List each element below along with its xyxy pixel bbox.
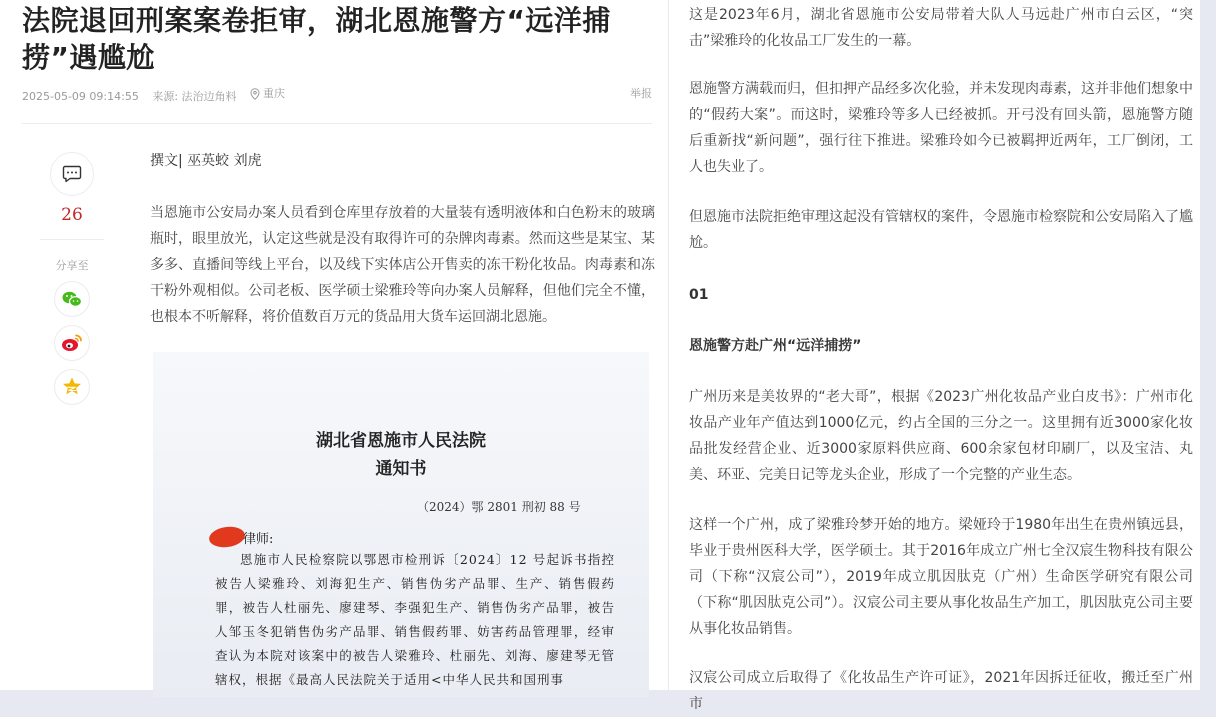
article-title: 法院退回刑案案卷拒审，湖北恩施警方“远洋捕捞”遇尴尬 xyxy=(22,4,611,74)
section-heading: 恩施警方赴广州“远洋捕捞” xyxy=(689,338,862,354)
publish-date: 2025-05-09 09:14:55 xyxy=(22,90,139,103)
article-right-panel xyxy=(669,0,1200,712)
redaction-mark xyxy=(208,525,246,550)
article-meta xyxy=(22,87,652,101)
wechat-icon[interactable] xyxy=(54,281,90,317)
location xyxy=(250,87,295,101)
right-paragraph: 恩施警方满载而归，但扣押产品经多次化验，并未发现肉毒素，这并非他们想象中的“假药大案”。而这时，梁雅玲等多人已经被抓。开弓没有回头箭，恩施警方随后重新找“新问题”，强行往下推进。梁雅玲如今已被羁押近两年，工厂倒闭，工人也失业了。 xyxy=(689,81,1193,175)
doc-court-name: 湖北省恩施市人民法院 xyxy=(316,431,486,451)
weibo-icon[interactable] xyxy=(54,325,90,361)
location-pin-icon xyxy=(250,88,260,100)
doc-salutation: 律师: xyxy=(243,532,274,547)
doc-type: 通知书 xyxy=(375,459,427,479)
report-link[interactable]: 举报 xyxy=(630,87,652,100)
section-number: 01 xyxy=(689,287,709,303)
right-paragraph: 广州历来是美妆界的“老大哥”，根据《2023广州化妆品产业白皮书》：广州市化妆品产业年产值达到1000亿元，约占全国的三分之一。这里拥有近3000家化妆品批发经营企业、近3000家原料供应商、600余家包材印刷厂，以及宝洁、丸美、环亚、完美日记等龙头企业，形成了一个完整的产业生态。 xyxy=(689,389,1193,483)
article-author: 撰文| 巫英蛟 刘虎 xyxy=(150,153,262,169)
lead-paragraph: 当恩施市公安局办案人员看到仓库里存放着的大量装有透明液体和白色粉末的玻璃瓶时，眼里放光，认定这些就是没有取得许可的杂牌肉毒素。然而这些是某宝、某多多、直播间等线上平台，以及线下实体店公开售卖的冻干粉化妆品。肉毒素和冻干粉外观相似。公司老板、医学硕士梁雅玲等向办案人员解释，但他们完全不懂，也根本不听解释，将价值数百万元的货品用大货车运回湖北恩施。 xyxy=(150,205,655,325)
right-paragraph: 这是2023年6月，湖北省恩施市公安局带着大队人马远赴广州市白云区，“突击”梁雅玲的化妆品工厂发生的一幕。 xyxy=(689,7,1193,49)
comment-count: 26 xyxy=(61,205,83,225)
share-label: 分享至 xyxy=(55,259,89,272)
right-paragraph: 汉宸公司成立后取得了《化妆品生产许可证》，2021年因拆迁征收，搬迁至广州市 xyxy=(689,670,1193,712)
qzone-icon[interactable] xyxy=(54,369,90,405)
share-sidebar xyxy=(40,152,104,405)
right-paragraph: 但恩施市法院拒绝审理这起没有管辖权的案件，令恩施市检察院和公安局陷入了尴尬。 xyxy=(689,209,1193,251)
sidebar-divider xyxy=(40,239,104,240)
comment-button[interactable] xyxy=(50,152,94,196)
header-divider xyxy=(22,123,652,124)
location-text: 重庆 xyxy=(263,87,286,100)
doc-case-number: （2024）鄂 2801 刑初 88 号 xyxy=(417,500,581,514)
right-paragraph: 这样一个广州，成了梁雅玲梦开始的地方。梁娅玲于1980年出生在贵州镇远县，毕业于贵州医科大学，医学硕士。其于2016年成立广州七全汉宸生物科技有限公司（下称“汉宸公司”），2019年成立肌因肽克（广州）生命医学研究有限公司（下称“肌因肽克公司”）。汉宸公司主要从事化妆品生产加工，肌因肽克公司主要从事化妆品销售。 xyxy=(689,517,1193,637)
article-source: 来源: 法治边角料 xyxy=(152,90,237,103)
doc-body: 恩施市人民检察院以鄂恩市检刑诉〔2024〕12 号起诉书指控被告人梁雅玲、刘海犯生产、销售伪劣产品罪、生产、销售假药罪，被告人杜丽先、廖建琴、李强犯生产、销售伪劣产品罪，被告人邹玉冬犯销售伪劣产品罪、销售假药罪、妨害药品管理罪，经审查认为本院对该案中的被告人梁雅玲、杜丽先、刘海、廖建琴无管辖权，根据《最高人民法院关于适用<中华人民共和国刑事 xyxy=(215,552,615,687)
court-notice-photo xyxy=(153,352,649,697)
comment-icon xyxy=(62,165,82,183)
